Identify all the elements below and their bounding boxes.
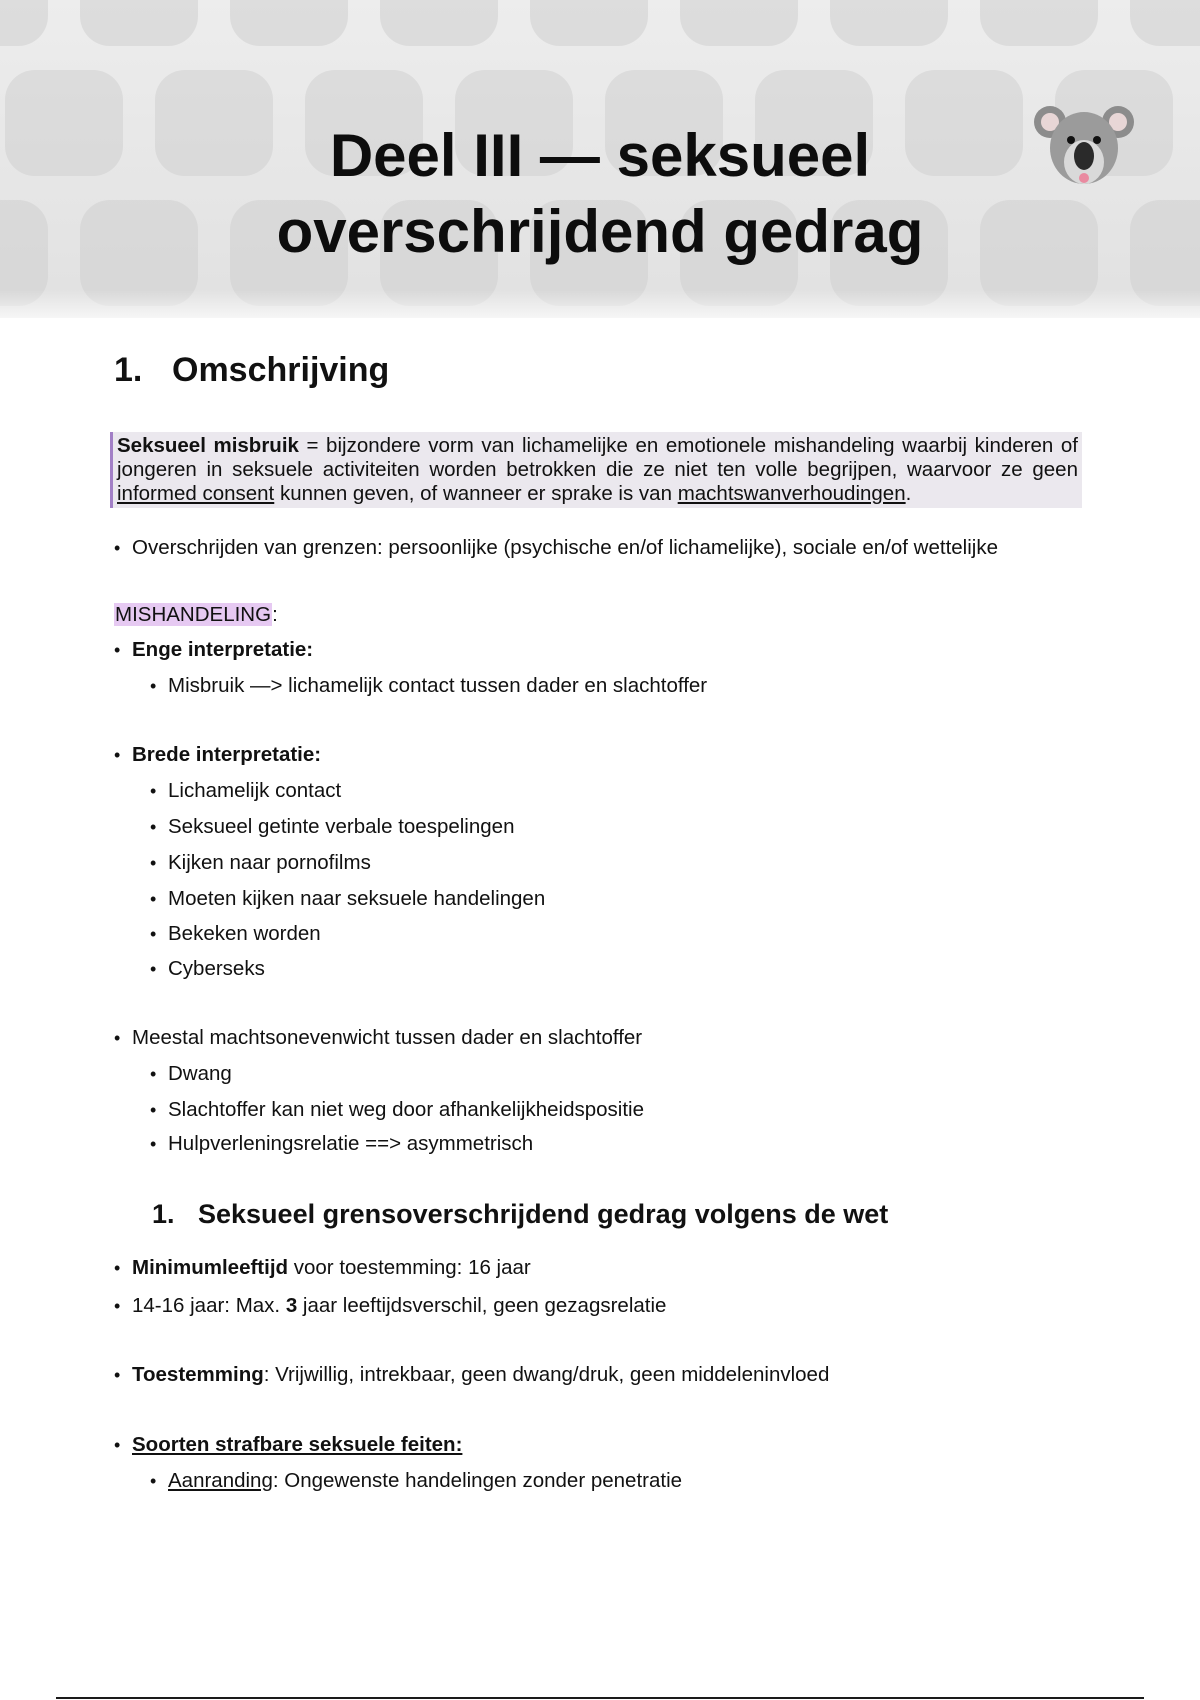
- list-item-text: Hulpverleningsrelatie ==> asymmetrisch: [168, 1132, 534, 1155]
- list-item: [150, 1098, 1086, 1122]
- banner-tile: [380, 0, 498, 46]
- list-item-brede: [114, 743, 1086, 767]
- list-item-minimumleeftijd: [114, 1256, 1086, 1280]
- banner-tile: [80, 0, 198, 46]
- brede-label: Brede interpretatie:: [132, 743, 322, 766]
- toestemming-term: Toestemming: [132, 1363, 264, 1386]
- list-item-text: jaar leeftijdsverschil, geen gezagsrelatie: [297, 1294, 667, 1317]
- section-number: 1.: [114, 351, 143, 389]
- banner-fade: [0, 290, 1200, 318]
- document-body: [114, 348, 1086, 1493]
- list-item-leeftijdsverschil: [114, 1294, 1086, 1318]
- definition-term: Seksueel misbruik: [117, 434, 299, 457]
- list-item-text: Bekeken worden: [168, 922, 321, 945]
- section-title: Omschrijving: [172, 351, 390, 389]
- list-item-macht: [114, 1026, 1086, 1050]
- list-item-text: Misbruik —> lichamelijk contact tussen dader en slachtoffer: [168, 674, 708, 697]
- list-item: [150, 1132, 1086, 1156]
- list-item-text: Kijken naar pornofilms: [168, 851, 371, 874]
- mishandeling-label: [114, 600, 1086, 630]
- list-item: [150, 1062, 1086, 1086]
- banner-tile: [0, 0, 48, 46]
- definition-block: [110, 432, 1082, 508]
- list-item-text: Slachtoffer kan niet weg door afhankelijkheidspositie: [168, 1098, 644, 1121]
- list-item: [150, 957, 1086, 981]
- aanranding-term: Aanranding: [168, 1469, 273, 1492]
- mishandeling-colon: :: [272, 603, 278, 626]
- list-item: [150, 887, 1086, 911]
- informed-consent-term: informed consent: [117, 482, 275, 505]
- list-item: [150, 851, 1086, 875]
- title-line-2: overschrijdend gedrag: [276, 198, 924, 265]
- subsection-title: Seksueel grensoverschrijdend gedrag volgens de wet: [198, 1199, 889, 1229]
- list-item-aanranding: [150, 1469, 1086, 1493]
- list-item-text: 14-16 jaar: Max.: [132, 1294, 286, 1317]
- definition-text-c: .: [905, 482, 912, 505]
- list-item-text: Seksueel getinte verbale toespelingen: [168, 815, 515, 838]
- definition-text-b: kunnen geven, of wanneer er sprake is van: [274, 482, 678, 505]
- age-difference-value: 3: [285, 1294, 298, 1317]
- list-item-enge: [114, 638, 1086, 662]
- list-item-text: Overschrijden van grenzen: persoonlijke (psychische en/of lichamelijke), sociale en/of wettelijke: [132, 536, 998, 559]
- subsection-heading-wet: [114, 1196, 1086, 1232]
- list-item-text: Meestal machtsonevenwicht tussen dader en slachtoffer: [132, 1026, 643, 1049]
- soorten-heading: Soorten strafbare seksuele feiten:: [132, 1433, 463, 1456]
- minimumleeftijd-term: Minimumleeftijd: [132, 1256, 289, 1279]
- list-item: [150, 922, 1086, 946]
- section-heading-omschrijving: [114, 348, 1086, 392]
- title-line-1: Deel III — seksueel: [329, 122, 871, 189]
- list-item: [150, 815, 1086, 839]
- list-item-soorten: [114, 1433, 1086, 1457]
- banner-tile: [980, 0, 1098, 46]
- list-item-grenzen: [114, 536, 1086, 560]
- banner-tile: [830, 0, 948, 46]
- list-item-text: Cyberseks: [168, 957, 265, 980]
- list-item-text: Moeten kijken naar seksuele handelingen: [168, 887, 546, 910]
- list-item-text: Dwang: [168, 1062, 232, 1085]
- banner-tile: [230, 0, 348, 46]
- list-item-text: voor toestemming: 16 jaar: [288, 1256, 531, 1279]
- list-item: [150, 779, 1086, 803]
- list-item-text: : Vrijwillig, intrekbaar, geen dwang/druk, geen middeleninvloed: [263, 1363, 830, 1386]
- list-item: [150, 674, 1086, 698]
- enge-label: Enge interpretatie:: [132, 638, 314, 661]
- banner-tile: [530, 0, 648, 46]
- definition-text-a: = bijzondere vorm van lichamelijke en emotionele mishandeling waarbij kinderen of jongeren in seksuele activiteiten worden betrokken die ze niet ten volle begrijpen, waarvoor ze geen: [117, 434, 1078, 481]
- banner-tile: [680, 0, 798, 46]
- list-item-text: Lichamelijk contact: [168, 779, 342, 802]
- page-title: [0, 118, 1200, 270]
- koala-icon: [1034, 100, 1134, 190]
- banner-tile: [1130, 0, 1200, 46]
- footer-divider: [56, 1697, 1144, 1699]
- list-item-toestemming: [114, 1363, 1086, 1387]
- mishandeling-highlight: MISHANDELING: [115, 603, 272, 626]
- machtswanverhoudingen-term: machtswanverhoudingen: [677, 482, 906, 505]
- list-item-text: : Ongewenste handelingen zonder penetratie: [272, 1469, 683, 1492]
- subsection-number: 1.: [152, 1199, 175, 1229]
